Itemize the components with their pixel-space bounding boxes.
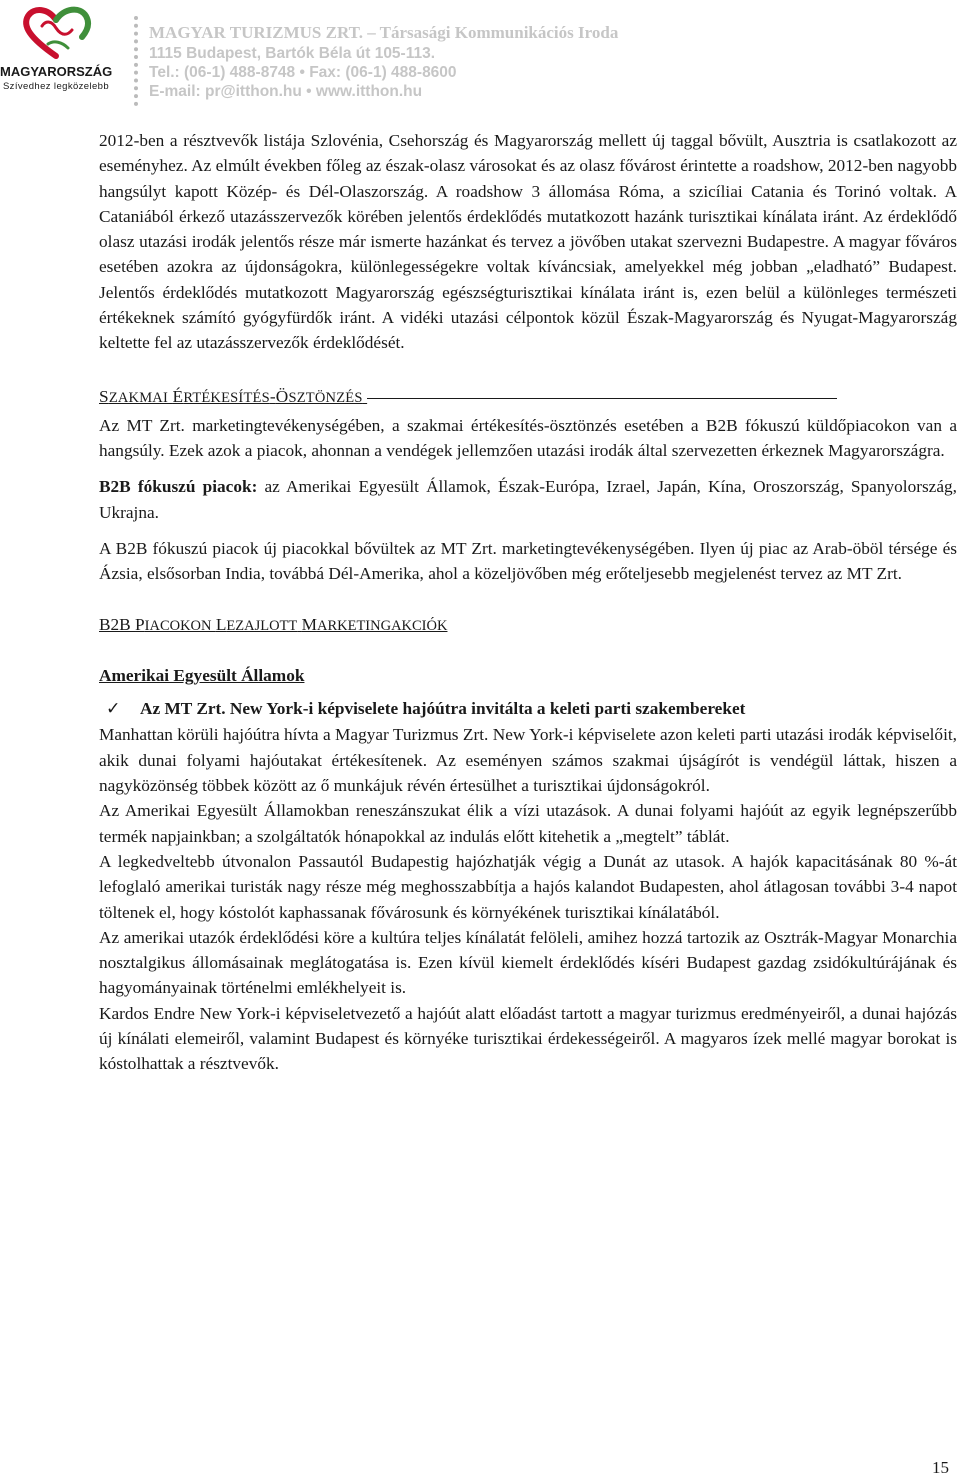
item-paragraph: Az amerikai utazók érdeklődési köre a kultúra teljes kínálatát felöleli, amihez hozzá tartozik az Osztrák-Magyar Monarchia nosztalgikus állomásainak meglátogatása is. Ezen kívül kiemelt érdeklődés kíséri Budapest gazdag zsidókultúrájának és hagyományainak történelmi emlékhelyeit is. — [99, 927, 957, 998]
document-body — [99, 128, 957, 1077]
checkmark-icon: ✓ — [106, 699, 121, 720]
item-paragraph: A legkedveltebb útvonalon Passautól Budapestig hajózhatják végig a Dunát az utasok. A hajók kapacitásának 80 %-át lefoglaló amerikai turisták nagy része még meghosszabbítja a hajós kalandot Budapesten, ahol átlagosan további 3-4 napot töltenek el, hogy kóstolót kaphassanak fővárosunk és környékének turisztikai kínálatából. — [99, 851, 957, 922]
heart-logo-icon — [18, 4, 94, 62]
header-divider — [134, 16, 138, 106]
country-heading: Amerikai Egyesült Államok — [99, 666, 305, 686]
magyarorszag-logo — [0, 0, 112, 100]
logo-tagline: Szívedhez legközelebb — [2, 81, 110, 92]
organization-email-web: E-mail: pr@itthon.hu • www.itthon.hu — [149, 83, 423, 100]
heading-initial: L — [215, 615, 227, 635]
heading-word: SZTÖNZÉS — [288, 389, 363, 406]
item-paragraph: Kardos Endre New York-i képviseletvezető a hajóút alatt előadást tartott a magyar turizmus eredményeiről, a dunai hajózás új kínálati elemeiről, valamint Budapest és környéke turisztikai érdekességeiről. A magyaros ízek mellé magyar borokat is kóstolhattak a résztvevők. — [99, 1003, 957, 1074]
letterhead — [0, 0, 960, 110]
logo-wordmark: MAGYARORSZÁG — [0, 64, 113, 79]
section-paragraph: A B2B fókuszú piacok új piacokkal bővültek az MT Zrt. marketingtevékenységében. Ilyen új piac az Arab-öböl térsége és Ázsia, elsősorban India, továbbá Dél-Amerika, ahol a közeljövőben még erőteljesebb megjelenést tervez az MT Zrt. — [99, 538, 957, 584]
heading-initial: Ö — [275, 386, 289, 406]
heading-rule — [367, 398, 837, 399]
item-heading-text: Az MT Zrt. New York-i képviselete hajóútra invitálta a keleti parti szakembereket — [140, 699, 746, 719]
section-heading-szakmai — [99, 384, 957, 411]
item-paragraph: Az Amerikai Egyesült Államokban reneszánszukat élik a vízi utazások. A dunai folyami hajóút az egyik legnépszerűbb termék napjainkban; a szolgáltatók hónapokkal az indulás előtt kitehetik a „megtelt” táblát. — [99, 801, 957, 846]
heading-word: IACOKON — [144, 618, 212, 635]
organization-address: 1115 Budapest, Bartók Béla út 105-113. — [149, 45, 436, 62]
heading-dash: - — [269, 386, 276, 406]
heading-initial: P — [135, 615, 145, 635]
item-paragraph: Manhattan körüli hajóútra hívta a Magyar Turizmus Zrt. New York-i képviselete azon keleti parti utazási irodák képviselőit, akik dunai folyami hajóutakat értékesítenek. Az eseményen számos szakmai újságírót is vendégül láttak, hiszen a nagyközönség többek között az ő munkájuk révén értesülhet a turisztikai újdonságokról. — [99, 725, 957, 796]
organization-title: MAGYAR TURIZMUS ZRT. – Társasági Kommunikációs Iroda — [149, 23, 619, 42]
page-number: 15 — [932, 1458, 949, 1477]
heading-word: ZAKMAI — [108, 389, 169, 406]
heading-word: EZAJLOTT — [226, 618, 298, 635]
organization-phone-fax: Tel.: (06-1) 488-8748 • Fax: (06-1) 488-8600 — [149, 64, 457, 81]
heading-word: B2B — [99, 615, 136, 635]
heading-word: ARKETINGAKCIÓK — [316, 618, 448, 635]
heading-initial: M — [301, 615, 317, 635]
section-heading-b2b-marketing — [99, 612, 957, 639]
intro-paragraph: 2012-ben a résztvevők listája Szlovénia, Csehország és Magyarország mellett új taggal bővült, Ausztria is csatlakozott az eseményhez. Az elmúlt években főleg az észak-olasz városokat és az olasz fővárost érintette a roadshow, 2012-ben nagyobb hangsúlyt kapott Közép- és Dél-Olaszország. A roadshow 3 állomása Róma, a szicíliai Catania és Torinó voltak. A Cataniából érkező utazásszervezők körében jelentős érdeklődés mutatkozott hazánk turisztikai kínálata iránt. Az érdeklődő olasz utazási irodák jelentős része már ismerte hazánkat és tervez a jövőben utakat szervezni Budapestre. A magyar főváros esetében azokra az újdonságokra, különlegességekre voltak kíváncsiak, amelyekkel még jobban „eladható” Budapest. Jelentős érdeklődés mutatkozott Magyarország egészségturisztikai kínálata iránt is, ezen belül a különleges természeti értékeknek számító gyógyfürdők iránt. A vidéki utazási célpontok közül Észak-Magyarország és Nyugat-Magyarország keltette fel az utazásszervezők érdeklődését. — [99, 131, 957, 353]
heading-initial: S — [99, 386, 109, 406]
heading-initial: É — [172, 386, 184, 406]
heading-word: RTÉKESÍTÉS — [183, 389, 270, 406]
b2b-focus-label: B2B fókuszú piacok: — [99, 477, 258, 497]
item-heading — [99, 696, 957, 722]
section-paragraph: Az MT Zrt. marketingtevékenységében, a szakmai értékesítés-ösztönzés esetében a B2B fókuszú küldőpiacokon van a hangsúly. Ezek azok a piacok, ahonnan a vendégek jellemzően utazási irodák által szervezetten érkeznek Magyarországra. — [99, 415, 957, 460]
b2b-focus-text: az Amerikai Egyesült Államok, Észak-Európa, Izrael, Japán, Kína, Oroszország, Spanyolország, Ukrajna. — [99, 477, 957, 522]
organization-info — [149, 22, 618, 101]
b2b-focus-paragraph — [99, 474, 957, 525]
